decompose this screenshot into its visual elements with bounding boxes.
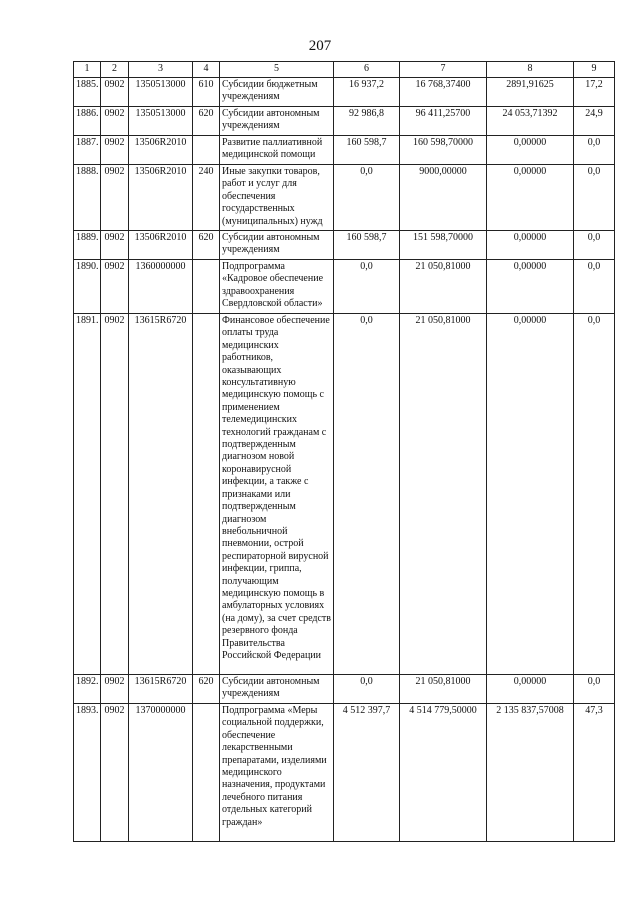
header-col-2: 2 [101,62,129,78]
section-code: 0902 [101,107,129,136]
table-row [74,165,615,231]
header-col-8: 8 [487,62,574,78]
percent-value: 0,0 [574,136,615,165]
plan-amount: 160 598,7 [334,231,400,260]
table-row [74,314,615,675]
item-name: Субсидии бюджетным учреждениям [220,78,334,107]
percent-value: 24,9 [574,107,615,136]
plan-amount: 92 986,8 [334,107,400,136]
section-code: 0902 [101,136,129,165]
table-body [74,78,615,842]
plan-amount: 0,0 [334,314,400,675]
plan-amount: 16 937,2 [334,78,400,107]
item-name: Субсидии автономным учреждениям [220,107,334,136]
variance-amount: 0,00000 [487,675,574,704]
header-col-4: 4 [193,62,220,78]
variance-amount: 0,00000 [487,231,574,260]
expense-type: 620 [193,107,220,136]
header-col-9: 9 [574,62,615,78]
table-row [74,704,615,842]
table-row [74,231,615,260]
fact-amount: 160 598,70000 [400,136,487,165]
variance-amount: 24 053,71392 [487,107,574,136]
target-code: 13615R6720 [129,675,193,704]
expense-type: 620 [193,675,220,704]
fact-amount: 9000,00000 [400,165,487,231]
header-row [74,62,615,78]
section-code: 0902 [101,704,129,842]
item-name: Финансовое обеспечение оплаты труда медицинских работников, оказывающих консультативную медицинскую помощь с применением телемедицинских технологий гражданам с подтвержденным диагнозом новой коронавирусной инфекции, а также с признаками или подтвержденным диагнозом внебольничной пневмонии, острой респираторной вирусной инфекции, гриппа, получающим медицинскую помощь в амбулаторных условиях (на дому), за счет средств резервного фонда Правительства Российской Федерации [220,314,334,675]
table-row [74,107,615,136]
target-code: 13506R2010 [129,231,193,260]
row-number: 1886. [74,107,101,136]
table-row [74,260,615,314]
plan-amount: 4 512 397,7 [334,704,400,842]
row-number: 1890. [74,260,101,314]
variance-amount: 0,00000 [487,136,574,165]
table-row [74,78,615,107]
percent-value: 0,0 [574,675,615,704]
table-header [74,62,615,78]
variance-amount: 0,00000 [487,260,574,314]
expense-type: 620 [193,231,220,260]
expense-type [193,260,220,314]
header-col-6: 6 [334,62,400,78]
section-code: 0902 [101,165,129,231]
item-name: Подпрограмма «Меры социальной поддержки, обеспечение лекарственными препаратами, изделиями медицинского назначения, продуктами лечебного питания отдельных категорий граждан» [220,704,334,842]
row-number: 1892. [74,675,101,704]
section-code: 0902 [101,78,129,107]
row-number: 1893. [74,704,101,842]
header-col-1: 1 [74,62,101,78]
fact-amount: 4 514 779,50000 [400,704,487,842]
section-code: 0902 [101,675,129,704]
item-name: Иные закупки товаров, работ и услуг для обеспечения государственных (муниципальных) нужд [220,165,334,231]
fact-amount: 16 768,37400 [400,78,487,107]
budget-table [73,61,615,842]
plan-amount: 0,0 [334,675,400,704]
plan-amount: 0,0 [334,165,400,231]
plan-amount: 0,0 [334,260,400,314]
fact-amount: 21 050,81000 [400,314,487,675]
row-number: 1889. [74,231,101,260]
percent-value: 17,2 [574,78,615,107]
row-number: 1891. [74,314,101,675]
expense-type [193,136,220,165]
row-number: 1885. [74,78,101,107]
percent-value: 0,0 [574,260,615,314]
table-row [74,136,615,165]
variance-amount: 0,00000 [487,165,574,231]
variance-amount: 0,00000 [487,314,574,675]
item-name: Субсидии автономным учреждениям [220,675,334,704]
variance-amount: 2891,91625 [487,78,574,107]
fact-amount: 96 411,25700 [400,107,487,136]
fact-amount: 21 050,81000 [400,675,487,704]
target-code: 13506R2010 [129,136,193,165]
percent-value: 0,0 [574,231,615,260]
page-number: 207 [308,38,332,54]
expense-type: 610 [193,78,220,107]
item-name: Подпрограмма «Кадровое обеспечение здравоохранения Свердловской области» [220,260,334,314]
row-number: 1888. [74,165,101,231]
expense-type: 240 [193,165,220,231]
percent-value: 0,0 [574,165,615,231]
plan-amount: 160 598,7 [334,136,400,165]
header-col-7: 7 [400,62,487,78]
fact-amount: 151 598,70000 [400,231,487,260]
target-code: 1350513000 [129,78,193,107]
section-code: 0902 [101,231,129,260]
header-col-3: 3 [129,62,193,78]
expense-type [193,704,220,842]
target-code: 1370000000 [129,704,193,842]
variance-amount: 2 135 837,57008 [487,704,574,842]
item-name: Субсидии автономным учреждениям [220,231,334,260]
target-code: 1360000000 [129,260,193,314]
target-code: 13615R6720 [129,314,193,675]
row-number: 1887. [74,136,101,165]
item-name: Развитие паллиативной медицинской помощи [220,136,334,165]
section-code: 0902 [101,314,129,675]
expense-type [193,314,220,675]
percent-value: 0,0 [574,314,615,675]
table-row [74,675,615,704]
target-code: 1350513000 [129,107,193,136]
percent-value: 47,3 [574,704,615,842]
header-col-5: 5 [220,62,334,78]
fact-amount: 21 050,81000 [400,260,487,314]
target-code: 13506R2010 [129,165,193,231]
section-code: 0902 [101,260,129,314]
